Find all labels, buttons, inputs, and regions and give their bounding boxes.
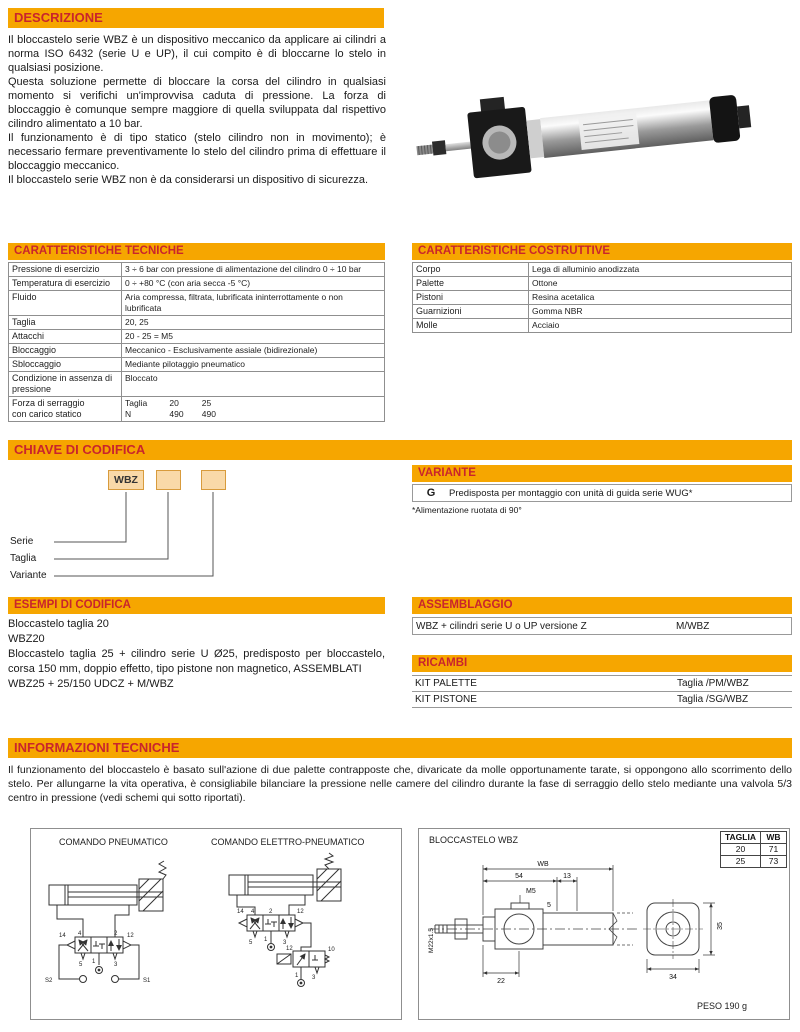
table-row bbox=[9, 330, 385, 344]
port-label: 2 bbox=[114, 931, 118, 937]
table-row bbox=[413, 291, 792, 305]
row-label: Palette bbox=[413, 277, 529, 291]
force-row-values bbox=[125, 409, 381, 420]
row-value: Acciaio bbox=[529, 319, 792, 333]
dimension-drawing-panel bbox=[418, 828, 790, 1020]
row-value: Aria compressa, filtrata, lubrificata ininterrottamente o non lubrificata bbox=[122, 291, 385, 316]
section-header-caratteristiche-tecniche: CARATTERISTICHE TECNICHE bbox=[8, 243, 385, 260]
example-line: WBZ25 + 25/150 UDCZ + M/WBZ bbox=[8, 678, 174, 690]
code-box-variante bbox=[201, 470, 226, 490]
size-table-header-cell: WB bbox=[761, 832, 787, 844]
description-paragraph: Questa soluzione permette di bloccare la corsa del cilindro in qualsiasi momento si verifichi un'improvvisa caduta di pressione. La forza di bloccaggio è comunque sempre maggiore di quella sviluppata dal rispettivo cilindro alimentato a 10 bar. bbox=[8, 76, 386, 130]
row-label bbox=[9, 397, 122, 422]
section-header-variante: VARIANTE bbox=[412, 465, 792, 482]
port-label: 5 bbox=[79, 962, 83, 968]
dim-label-m5: M5 bbox=[526, 888, 536, 895]
row-value: Ottone bbox=[529, 277, 792, 291]
port-label: 1 bbox=[92, 959, 96, 965]
ricambi-row bbox=[412, 676, 792, 692]
port-label: S1 bbox=[143, 978, 151, 984]
port-label: 3 bbox=[283, 940, 287, 946]
force-size-25: 25 bbox=[201, 398, 212, 408]
cylinder-illustration bbox=[408, 55, 792, 210]
product-photo-cylinder bbox=[408, 55, 792, 210]
row-label: Guarnizioni bbox=[413, 305, 529, 319]
row-value: 20 - 25 = M5 bbox=[122, 330, 385, 344]
row-label: Corpo bbox=[413, 263, 529, 277]
table-row bbox=[9, 316, 385, 330]
port-label: 2 bbox=[269, 909, 273, 915]
ricambi-row bbox=[412, 692, 792, 708]
section-header-assemblaggio: ASSEMBLAGGIO bbox=[412, 597, 792, 614]
code-box-taglia bbox=[156, 470, 181, 490]
port-label: 12 bbox=[127, 933, 134, 939]
force-value-20: 490 bbox=[169, 409, 184, 419]
port-label: 4 bbox=[78, 931, 82, 937]
port-label: 5 bbox=[249, 940, 253, 946]
size-table-header bbox=[721, 832, 787, 844]
description-text bbox=[8, 33, 386, 187]
weight-label: PESO 190 g bbox=[696, 1001, 747, 1011]
row-label: Sbloccaggio bbox=[9, 358, 122, 372]
example-paragraph: Bloccastelo taglia 25 + cilindro serie U Ø25, predisposto per bloccastelo, corsa 150 mm, doppio effetto, tipo pistone non magnetico, ASSEMBLATI bbox=[8, 648, 385, 675]
row-label: Molle bbox=[413, 319, 529, 333]
example-line: WBZ20 bbox=[8, 633, 45, 645]
dim-label-13: 13 bbox=[563, 873, 571, 880]
row-label: Fluido bbox=[9, 291, 122, 316]
schematic-title-pneumatico: COMANDO PNEUMATICO bbox=[59, 837, 168, 847]
code-box-text: WBZ bbox=[114, 474, 138, 486]
port-label: 12 bbox=[297, 909, 304, 915]
port-label: 1 bbox=[264, 937, 268, 943]
port-label: 3 bbox=[312, 975, 316, 981]
row-value: Meccanico - Esclusivamente assiale (bidirezionale) bbox=[122, 344, 385, 358]
example-line: Bloccastelo taglia 20 bbox=[8, 618, 109, 630]
code-label-taglia: Taglia bbox=[10, 553, 37, 564]
variante-description: Predisposta per montaggio con unità di guida serie WUG* bbox=[449, 487, 693, 499]
row-label: Pressione di esercizio bbox=[9, 263, 122, 277]
ricambi-value: Taglia /PM/WBZ bbox=[677, 678, 749, 689]
wbz-dimension-drawing bbox=[425, 855, 725, 1005]
row-label: Temperatura di esercizio bbox=[9, 277, 122, 291]
section-header-informazioni-tecniche: INFORMAZIONI TECNICHE bbox=[8, 738, 792, 758]
row-value: Resina acetalica bbox=[529, 291, 792, 305]
assemblaggio-label: WBZ + cilindri serie U o UP versione Z bbox=[416, 620, 587, 632]
variante-code: G bbox=[426, 487, 436, 499]
coding-examples-text bbox=[8, 617, 385, 692]
table-row bbox=[413, 277, 792, 291]
table-row bbox=[9, 344, 385, 358]
variante-row bbox=[412, 484, 792, 502]
port-label: 10 bbox=[328, 947, 335, 953]
table-row bbox=[9, 277, 385, 291]
description-paragraph: Il funzionamento è di tipo statico (stelo cilindro non in movimento); è necessario fermare preventivamente lo stelo del cilindro prima di effettuare il bloccaggio meccanico. bbox=[8, 132, 386, 172]
row-value: Lega di alluminio anodizzata bbox=[529, 263, 792, 277]
force-row-sizes bbox=[125, 398, 381, 409]
assemblaggio-value: M/WBZ bbox=[676, 620, 710, 632]
section-header-ricambi: RICAMBI bbox=[412, 655, 792, 672]
size-table-cell: 71 bbox=[761, 844, 787, 856]
row-label-line: Forza di serraggio bbox=[12, 398, 85, 408]
force-col-label: N bbox=[125, 409, 132, 419]
port-label: 4 bbox=[251, 909, 255, 915]
row-value: Gomma NBR bbox=[529, 305, 792, 319]
table-row bbox=[413, 263, 792, 277]
code-label-variante: Variante bbox=[10, 570, 47, 581]
code-label-serie: Serie bbox=[10, 536, 34, 547]
port-label: 14 bbox=[59, 933, 66, 939]
technical-characteristics-table bbox=[8, 262, 385, 422]
ricambi-value: Taglia /SG/WBZ bbox=[677, 694, 749, 705]
row-label: Bloccaggio bbox=[9, 344, 122, 358]
electro-pneumatic-circuit-diagram bbox=[209, 851, 399, 1017]
table-row bbox=[9, 397, 385, 422]
variante-footnote: *Alimentazione ruotata di 90° bbox=[412, 505, 522, 515]
table-row bbox=[9, 263, 385, 277]
row-value: 3 ÷ 6 bar con pressione di alimentazione del cilindro 0 ÷ 10 bar bbox=[122, 263, 385, 277]
section-header-esempi-di-codifica: ESEMPI DI CODIFICA bbox=[8, 597, 385, 614]
size-table bbox=[720, 831, 787, 868]
dim-label-22: 22 bbox=[497, 978, 505, 985]
row-label: Attacchi bbox=[9, 330, 122, 344]
code-box-serie bbox=[108, 470, 144, 490]
port-label: S2 bbox=[45, 978, 53, 984]
row-value bbox=[122, 397, 385, 422]
port-label: 3 bbox=[114, 962, 118, 968]
size-table-cell: 73 bbox=[761, 856, 787, 868]
section-header-chiave-di-codifica: CHIAVE DI CODIFICA bbox=[8, 440, 792, 460]
drawing-title: BLOCCASTELO WBZ bbox=[429, 835, 519, 845]
pneumatic-circuit-diagram bbox=[35, 851, 205, 1017]
row-value: 0 ÷ +80 °C (con aria secca -5 °C) bbox=[122, 277, 385, 291]
schematic-title-elettro-pneumatico: COMANDO ELETTRO-PNEUMATICO bbox=[211, 837, 365, 847]
row-label: Condizione in assenza di pressione bbox=[9, 372, 122, 397]
ricambi-list bbox=[412, 675, 792, 708]
table-row bbox=[9, 291, 385, 316]
size-table-row bbox=[721, 844, 787, 856]
row-value: Mediante pilotaggio pneumatico bbox=[122, 358, 385, 372]
construction-characteristics-table bbox=[412, 262, 792, 333]
description-paragraph: Il bloccastelo serie WBZ non è da considerarsi un dispositivo di sicurezza. bbox=[8, 174, 369, 186]
row-label: Pistoni bbox=[413, 291, 529, 305]
dim-label-5: 5 bbox=[547, 902, 551, 909]
dim-label-35: 35 bbox=[717, 922, 724, 930]
ricambi-label: KIT PISTONE bbox=[415, 694, 477, 705]
section-header-caratteristiche-costruttive: CARATTERISTICHE COSTRUTTIVE bbox=[412, 243, 792, 260]
table-row bbox=[413, 305, 792, 319]
force-size-20: 20 bbox=[169, 398, 179, 408]
ricambi-label: KIT PALETTE bbox=[415, 678, 477, 689]
assemblaggio-row bbox=[412, 617, 792, 635]
size-table-cell: 25 bbox=[721, 856, 761, 868]
dim-label-54: 54 bbox=[515, 873, 523, 880]
row-value: Bloccato bbox=[122, 372, 385, 397]
row-label: Taglia bbox=[9, 316, 122, 330]
port-label: 14 bbox=[237, 909, 244, 915]
size-table-header-cell: TAGLIA bbox=[721, 832, 761, 844]
force-value-25: 490 bbox=[201, 409, 216, 419]
size-table-row bbox=[721, 856, 787, 868]
dim-label-wb: WB bbox=[537, 861, 549, 868]
table-row bbox=[9, 358, 385, 372]
schematics-panel bbox=[30, 828, 402, 1020]
description-paragraph: Il bloccastelo serie WBZ è un dispositivo meccanico da applicare ai cilindri a norma ISO 6432 (serie U e UP), il cui compito è di bloccarne lo stelo in qualsiasi posizione. bbox=[8, 34, 386, 74]
section-header-descrizione: DESCRIZIONE bbox=[8, 8, 384, 28]
technical-info-paragraph: Il funzionamento del bloccastelo è basato sull'azione di due palette contrapposte che, divaricate da molle opportunamente tarate, si oppongono allo scorrimento dello stelo. Per allungarne la vita operativa, è consigliabile bilanciare la pressione nelle camere del cilindro durante la fase di serraggio dello stelo mediante una valvola 5/3 centro in pressione (vedi schemi qui sotto riportati). bbox=[8, 764, 792, 804]
table-row bbox=[9, 372, 385, 397]
table-row bbox=[413, 319, 792, 333]
dim-label-m22x1-5: M22x1.5 bbox=[428, 928, 435, 953]
row-label-line: con carico statico bbox=[12, 409, 82, 419]
port-label: 1 bbox=[295, 973, 299, 979]
force-col-label: Taglia bbox=[125, 398, 148, 408]
row-value: 20, 25 bbox=[122, 316, 385, 330]
coding-key-diagram bbox=[8, 466, 408, 591]
size-table-cell: 20 bbox=[721, 844, 761, 856]
port-label: 12 bbox=[286, 946, 293, 952]
dim-label-34: 34 bbox=[669, 974, 677, 981]
